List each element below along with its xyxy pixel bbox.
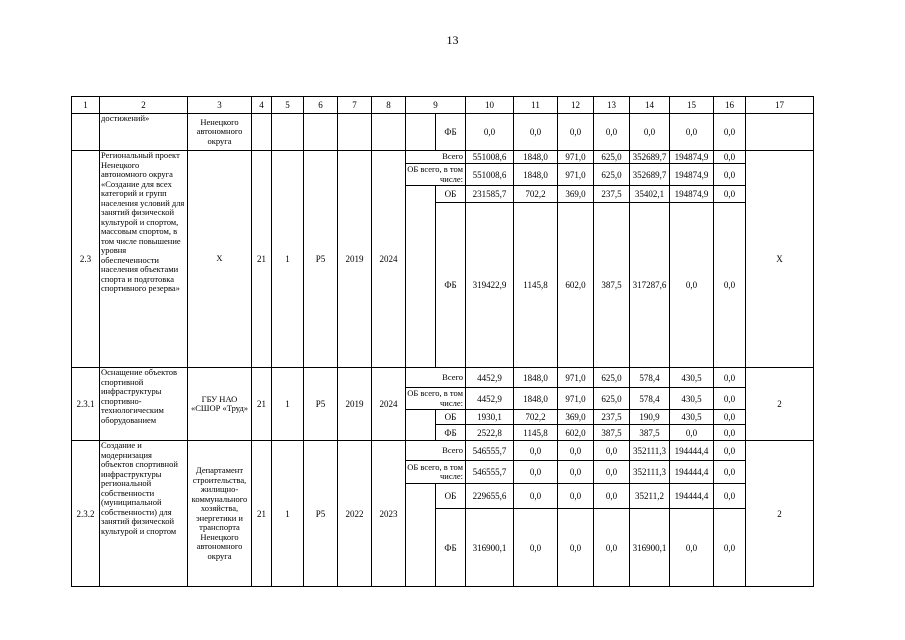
- value-cell: 1145,8: [514, 425, 558, 441]
- header-cell: 6: [304, 97, 338, 114]
- value-cell: 0,0: [714, 441, 746, 461]
- header-cell: 14: [630, 97, 670, 114]
- description-cell: достижений»: [100, 114, 188, 151]
- value-cell: 194444,4: [670, 441, 714, 461]
- item-number: 2.3.1: [72, 368, 100, 441]
- end-year-cell: 2024: [372, 368, 406, 441]
- value-cell: 317287,6: [630, 203, 670, 368]
- start-year-cell: 2019: [338, 368, 372, 441]
- spacer-cell: [406, 484, 436, 587]
- source-label: ОБ: [436, 484, 466, 509]
- value-cell: 0,0: [714, 186, 746, 203]
- value-cell: 0,0: [558, 114, 594, 151]
- end-year-cell: 2023: [372, 441, 406, 587]
- value-cell: 4452,9: [466, 388, 514, 410]
- value-cell: 237,5: [594, 186, 630, 203]
- value-cell: 194874,9: [670, 151, 714, 164]
- source-label: ФБ: [436, 203, 466, 368]
- cell: [372, 114, 406, 151]
- value-cell: 0,0: [714, 151, 746, 164]
- code-cell: Р5: [304, 151, 338, 368]
- header-cell: 2: [100, 97, 188, 114]
- end-year-cell: 2024: [372, 151, 406, 368]
- code-cell: Р5: [304, 368, 338, 441]
- value-cell: 35402,1: [630, 186, 670, 203]
- finance-row: [72, 151, 814, 164]
- value-cell: 0,0: [670, 425, 714, 441]
- value-cell: 229655,6: [466, 484, 514, 509]
- cell: [72, 114, 100, 151]
- source-label: ОБ всего, в том числе:: [406, 164, 466, 186]
- value-cell: 1930,1: [466, 410, 514, 425]
- header-cell: 9: [406, 97, 466, 114]
- indicator-cell: 2: [746, 441, 814, 587]
- value-cell: 971,0: [558, 151, 594, 164]
- value-cell: 2522,8: [466, 425, 514, 441]
- cell: [304, 114, 338, 151]
- value-cell: 971,0: [558, 388, 594, 410]
- value-cell: 0,0: [714, 410, 746, 425]
- value-cell: 387,5: [594, 425, 630, 441]
- value-cell: 316900,1: [630, 509, 670, 587]
- finance-row: [72, 368, 814, 388]
- value-cell: 551008,6: [466, 151, 514, 164]
- value-cell: 0,0: [670, 509, 714, 587]
- value-cell: 625,0: [594, 151, 630, 164]
- value-cell: 316900,1: [466, 509, 514, 587]
- code-cell: 21: [252, 151, 272, 368]
- description-cell: Создание и модернизация объектов спортивной инфраструктуры региональной собственности (муниципальной собственности) для занятий физической культурой и спортом: [100, 441, 188, 587]
- start-year-cell: 2022: [338, 441, 372, 587]
- value-cell: 578,4: [630, 388, 670, 410]
- source-label: ОБ всего, в том числе:: [406, 388, 466, 410]
- value-cell: 702,2: [514, 186, 558, 203]
- source-label: Всего: [406, 441, 466, 461]
- code-cell: 21: [252, 441, 272, 587]
- value-cell: 0,0: [594, 441, 630, 461]
- value-cell: 0,0: [714, 164, 746, 186]
- description-cell: Оснащение объектов спортивной инфраструктуры спортивно-технологическим оборудованием: [100, 368, 188, 441]
- value-cell: 602,0: [558, 203, 594, 368]
- executor-cell: Ненецкого автономного округа: [188, 114, 252, 151]
- cell: [338, 114, 372, 151]
- header-cell: 15: [670, 97, 714, 114]
- value-cell: 0,0: [714, 484, 746, 509]
- value-cell: 971,0: [558, 164, 594, 186]
- value-cell: 0,0: [514, 484, 558, 509]
- code-cell: Р5: [304, 441, 338, 587]
- value-cell: 702,2: [514, 410, 558, 425]
- value-cell: 0,0: [514, 461, 558, 484]
- code-cell: 1: [272, 368, 304, 441]
- value-cell: 546555,7: [466, 461, 514, 484]
- budget-table: [71, 96, 814, 587]
- value-cell: 578,4: [630, 368, 670, 388]
- value-cell: 369,0: [558, 186, 594, 203]
- header-cell: 13: [594, 97, 630, 114]
- value-cell: 231585,7: [466, 186, 514, 203]
- value-cell: 546555,7: [466, 441, 514, 461]
- value-cell: 625,0: [594, 164, 630, 186]
- value-cell: 430,5: [670, 368, 714, 388]
- value-cell: 352111,3: [630, 441, 670, 461]
- description-cell: Региональный проект Ненецкого автономного округа «Создание для всех категорий и групп населения условий для занятий физической культурой и спортом, массовым спортом, в том числе повышение уровня обеспеченности населения объектами спорта и подготовка спортивного резерва»: [100, 151, 188, 368]
- header-cell: 17: [746, 97, 814, 114]
- value-cell: 430,5: [670, 388, 714, 410]
- value-cell: 0,0: [714, 114, 746, 151]
- code-cell: 1: [272, 441, 304, 587]
- value-cell: 352689,7: [630, 164, 670, 186]
- header-cell: 12: [558, 97, 594, 114]
- value-cell: 0,0: [514, 441, 558, 461]
- executor-cell: Департамент строительства, жилищно-коммунального хозяйства, энергетики и транспорта Ненецкого автономного округа: [188, 441, 252, 587]
- header-cell: 7: [338, 97, 372, 114]
- value-cell: 0,0: [714, 203, 746, 368]
- value-cell: 4452,9: [466, 368, 514, 388]
- value-cell: 625,0: [594, 368, 630, 388]
- source-label: Всего: [406, 368, 466, 388]
- item-number: 2.3: [72, 151, 100, 368]
- value-cell: 1848,0: [514, 164, 558, 186]
- start-year-cell: 2019: [338, 151, 372, 368]
- value-cell: 0,0: [714, 461, 746, 484]
- value-cell: 1848,0: [514, 368, 558, 388]
- value-cell: 0,0: [514, 509, 558, 587]
- value-cell: 387,5: [594, 203, 630, 368]
- value-cell: 0,0: [630, 114, 670, 151]
- value-cell: 194874,9: [670, 186, 714, 203]
- value-cell: 430,5: [670, 410, 714, 425]
- cell: [272, 114, 304, 151]
- value-cell: 1145,8: [514, 203, 558, 368]
- header-cell: 1: [72, 97, 100, 114]
- value-cell: 0,0: [594, 484, 630, 509]
- page-number: 13: [446, 33, 459, 47]
- executor-cell: ГБУ НАО «СШОР «Труд»: [188, 368, 252, 441]
- source-label: Всего: [406, 151, 466, 164]
- cell: [252, 114, 272, 151]
- cell: [406, 114, 436, 151]
- value-cell: 237,5: [594, 410, 630, 425]
- value-cell: 0,0: [558, 441, 594, 461]
- value-cell: 369,0: [558, 410, 594, 425]
- source-cell: ФБ: [436, 114, 466, 151]
- value-cell: 0,0: [558, 461, 594, 484]
- source-label: ОБ всего, в том числе:: [406, 461, 466, 484]
- value-cell: 0,0: [558, 484, 594, 509]
- header-cell: 10: [466, 97, 514, 114]
- indicator-cell: Х: [746, 151, 814, 368]
- header-cell: 4: [252, 97, 272, 114]
- value-cell: 194874,9: [670, 164, 714, 186]
- value-cell: 0,0: [594, 114, 630, 151]
- value-cell: 1848,0: [514, 388, 558, 410]
- value-cell: 352111,3: [630, 461, 670, 484]
- spacer-cell: [406, 410, 436, 441]
- value-cell: 190,9: [630, 410, 670, 425]
- spacer-cell: [406, 186, 436, 368]
- header-cell: 11: [514, 97, 558, 114]
- value-cell: 0,0: [714, 509, 746, 587]
- value-cell: 194444,4: [670, 461, 714, 484]
- source-label: ОБ: [436, 410, 466, 425]
- value-cell: 352689,7: [630, 151, 670, 164]
- indicator-cell: 2: [746, 368, 814, 441]
- source-label: ФБ: [436, 425, 466, 441]
- value-cell: 0,0: [670, 203, 714, 368]
- executor-cell: Х: [188, 151, 252, 368]
- header-cell: 5: [272, 97, 304, 114]
- source-label: ФБ: [436, 509, 466, 587]
- value-cell: 319422,9: [466, 203, 514, 368]
- value-cell: 0,0: [670, 114, 714, 151]
- finance-row: [72, 441, 814, 461]
- value-cell: 602,0: [558, 425, 594, 441]
- value-cell: 35211,2: [630, 484, 670, 509]
- header-cell: 16: [714, 97, 746, 114]
- value-cell: 387,5: [630, 425, 670, 441]
- code-cell: 1: [272, 151, 304, 368]
- header-row: [72, 97, 814, 114]
- value-cell: 194444,4: [670, 484, 714, 509]
- value-cell: 0,0: [594, 461, 630, 484]
- value-cell: 0,0: [558, 509, 594, 587]
- code-cell: 21: [252, 368, 272, 441]
- value-cell: 0,0: [714, 368, 746, 388]
- value-cell: 0,0: [514, 114, 558, 151]
- continuation-row: [72, 114, 814, 151]
- item-number: 2.3.2: [72, 441, 100, 587]
- header-cell: 8: [372, 97, 406, 114]
- value-cell: 0,0: [594, 509, 630, 587]
- value-cell: 1848,0: [514, 151, 558, 164]
- value-cell: 551008,6: [466, 164, 514, 186]
- source-label: ОБ: [436, 186, 466, 203]
- header-cell: 3: [188, 97, 252, 114]
- cell: [746, 114, 814, 151]
- value-cell: 0,0: [714, 425, 746, 441]
- value-cell: 0,0: [466, 114, 514, 151]
- value-cell: 625,0: [594, 388, 630, 410]
- value-cell: 0,0: [714, 388, 746, 410]
- value-cell: 971,0: [558, 368, 594, 388]
